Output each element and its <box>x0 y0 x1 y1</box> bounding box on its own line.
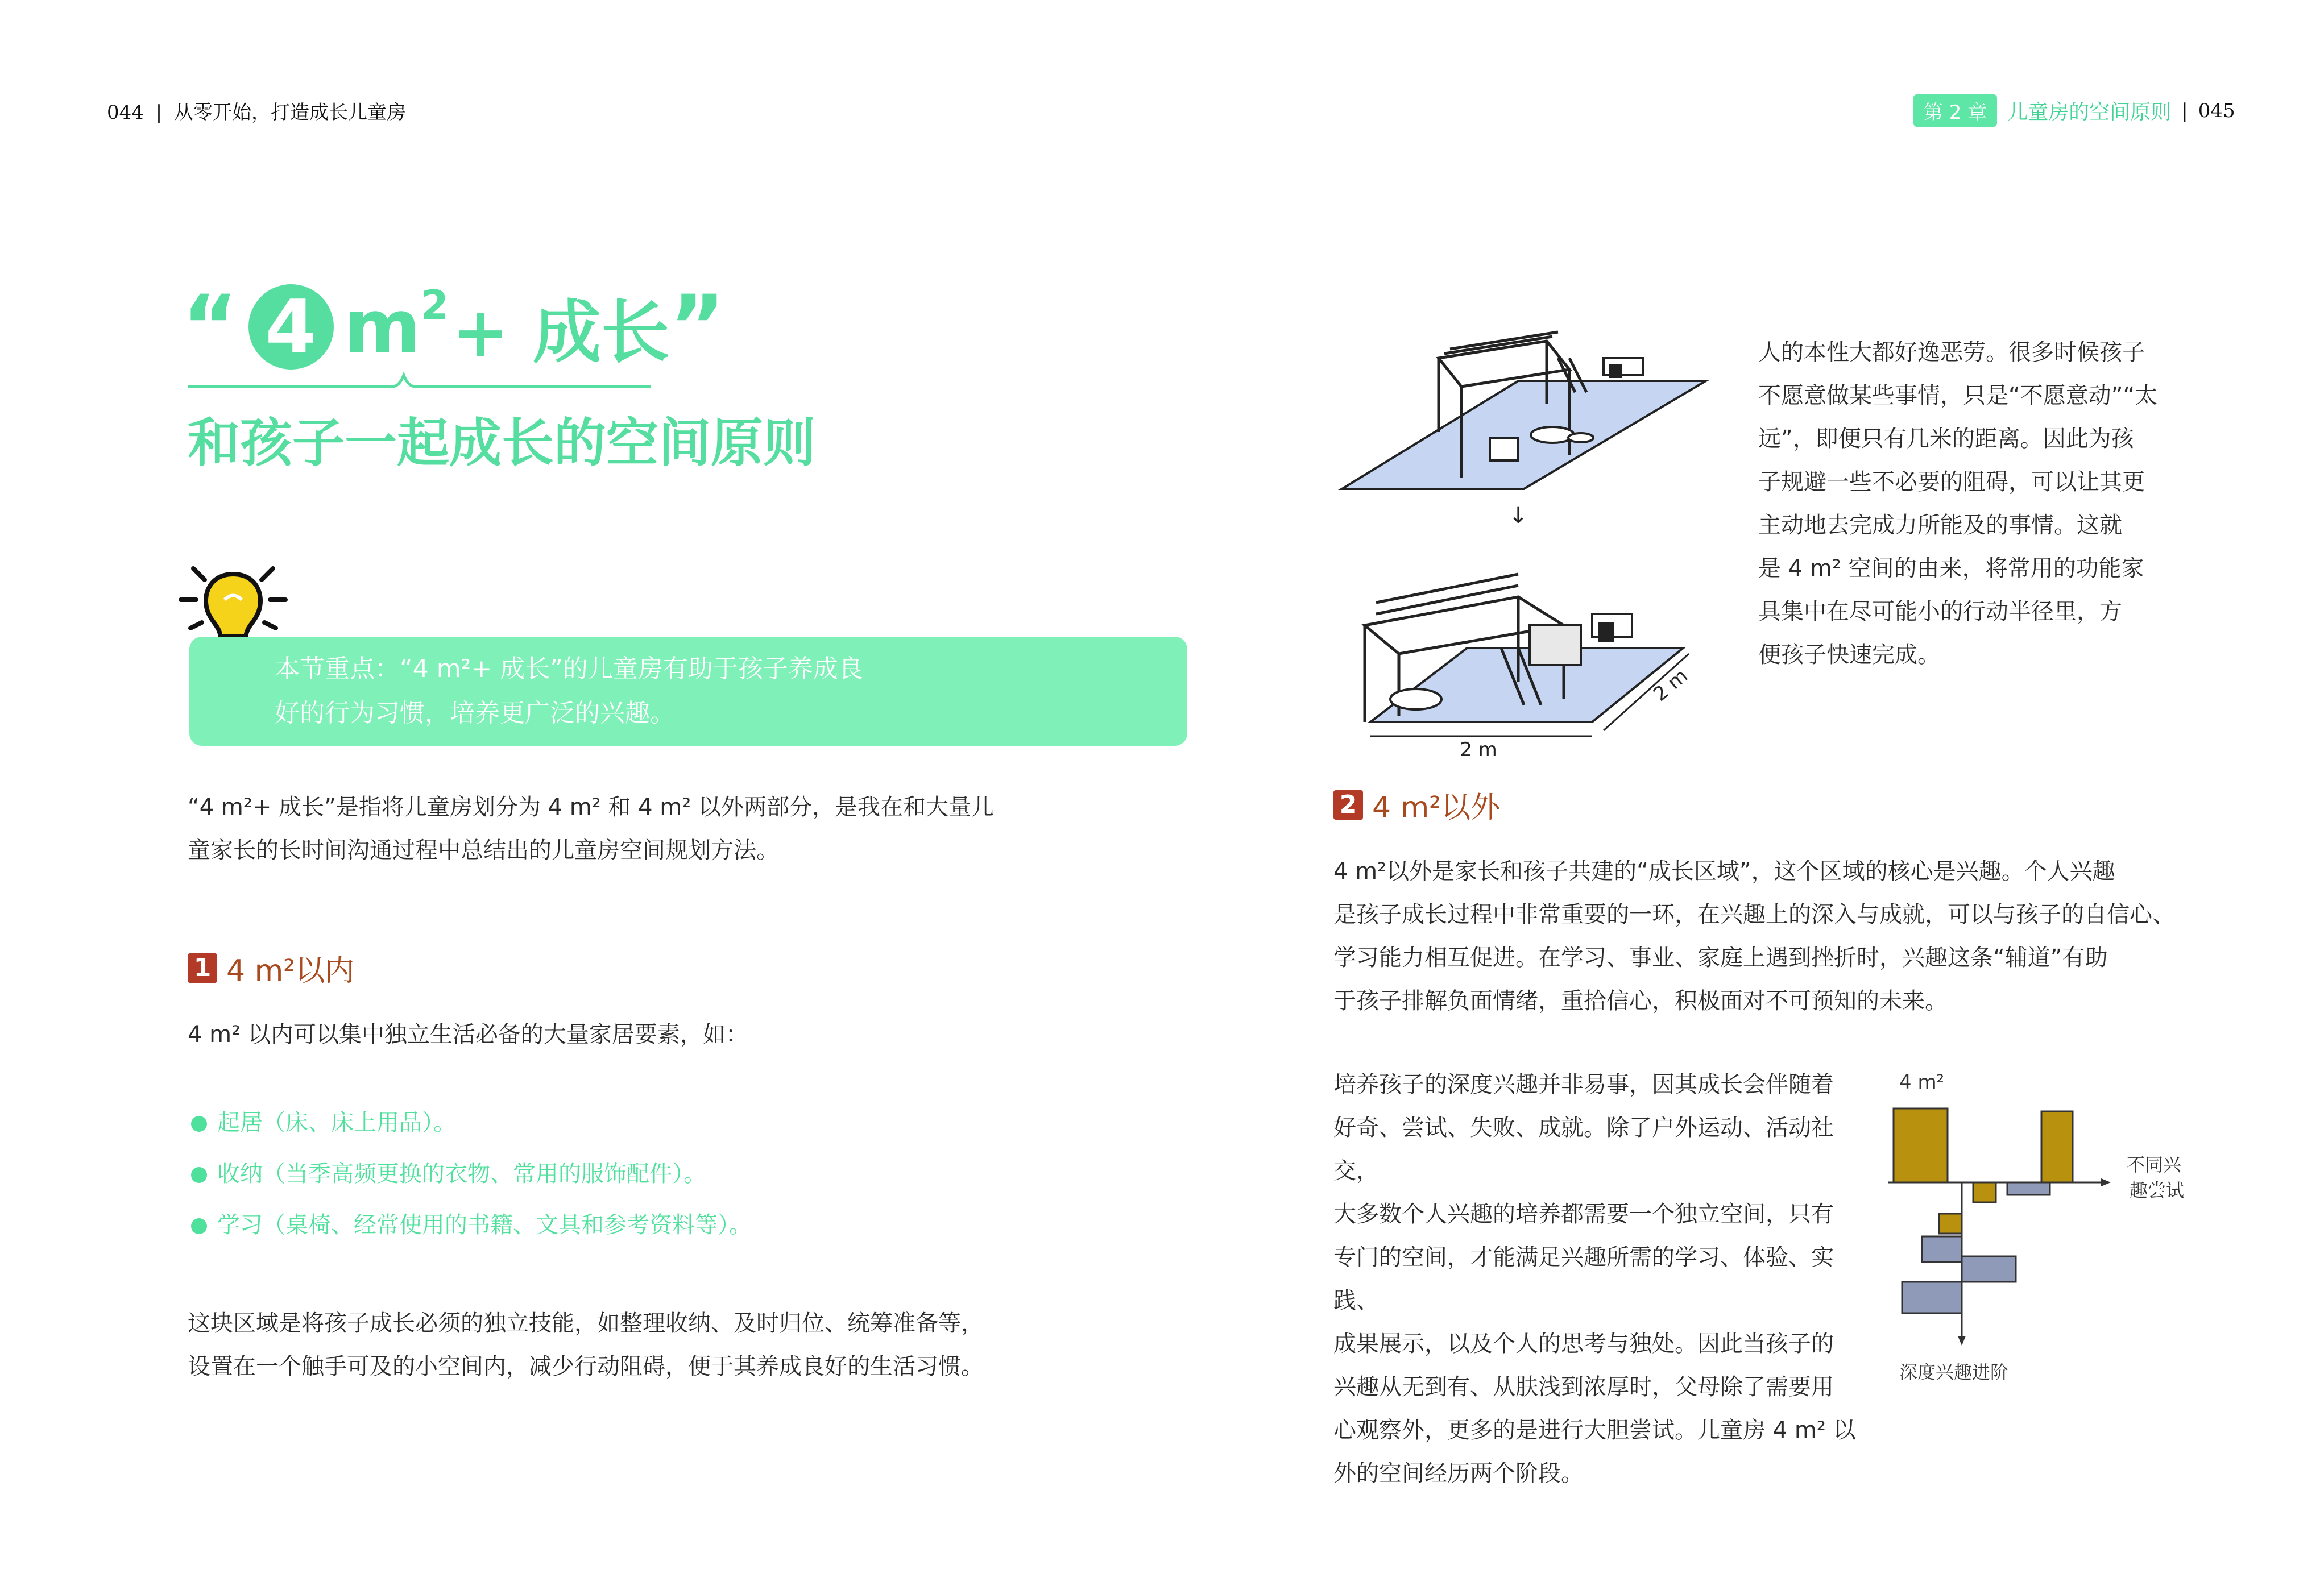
s2p2-line: 心观察外，更多的是进行大胆尝试。儿童房 4 m² 以 <box>1333 1417 1856 1443</box>
dimension-width-label: 2 m <box>1460 738 1497 761</box>
section1-heading <box>188 946 354 989</box>
rt-line: 不愿意做某些事情，只是“不愿意动”“太 <box>1758 383 2158 409</box>
slate-bar <box>1922 1236 1962 1262</box>
book-title: 从零开始，打造成长儿童房 <box>174 101 406 124</box>
chapter-title: 儿童房的空间原则 <box>2007 101 2172 124</box>
slate-bar <box>1962 1256 2016 1282</box>
s2p2-line: 专门的空间，才能满足兴趣所需的学习、体验、实践、 <box>1333 1244 1834 1314</box>
chapter-tag: 第 2 章 <box>1913 94 1997 127</box>
rt-line: 远”，即便只有几米的距离。因此为孩 <box>1758 426 2134 452</box>
keypoint-line-1: 本节重点：“4 m²+ 成长”的儿童房有助于孩子养成良 <box>275 654 863 683</box>
arrow-down-icon <box>1958 1336 1966 1346</box>
s2p1-line: 于孩子排解负面情绪，重拾信心，积极面对不可预知的未来。 <box>1333 988 1948 1014</box>
s2p2-line: 成果展示，以及个人的思考与独处。因此当孩子的 <box>1333 1331 1834 1357</box>
room-illustration <box>1331 307 1729 762</box>
section1-number: 1 <box>188 953 217 983</box>
quote-open: “ <box>182 277 238 376</box>
title-rest: + 成长 <box>451 293 670 372</box>
section1-para-line-1: 这块区域是将孩子成长必须的独立技能，如整理收纳、及时归位、统筹准备等， <box>188 1310 984 1336</box>
rt-line: 主动地去完成力所能及的事情。这就 <box>1758 512 2122 538</box>
list-item: 学习（桌椅、经常使用的书籍、文具和参考资料等）。 <box>191 1199 752 1251</box>
subtitle: 和孩子一起成长的空间原则 <box>188 413 816 474</box>
s2p2-line: 大多数个人兴趣的培养都需要一个独立空间，只有 <box>1333 1201 1834 1227</box>
diagram-bottom-label: 深度兴趣进阶 <box>1899 1361 2009 1383</box>
list-item: 收纳（当季高频更换的衣物、常用的服饰配件）。 <box>191 1148 752 1199</box>
section2-heading <box>1333 783 1500 826</box>
s2p1-line: 学习能力相互促进。在学习、事业、家庭上遇到挫折时，兴趣这条“辅道”有助 <box>1333 945 2108 971</box>
rt-line: 便孩子快速完成。 <box>1758 642 1940 668</box>
title-sup: 2 <box>421 282 449 329</box>
section2-title: 4 m²以外 <box>1372 791 1501 825</box>
section1-title: 4 m²以内 <box>226 954 355 988</box>
down-arrow-icon: ↓ <box>1509 503 1528 529</box>
s2p2-line: 外的空间经历两个阶段。 <box>1333 1460 1584 1487</box>
slate-bar <box>2007 1182 2050 1195</box>
dimension-depth-label: 2 m <box>1649 665 1693 706</box>
gold-bar <box>1973 1182 1996 1202</box>
section2-paragraph-2 <box>1333 1063 1868 1495</box>
s2p1-line: 是孩子成长过程中非常重要的一环，在兴趣上的深入与成就，可以与孩子的自信心、 <box>1333 902 2175 928</box>
intro-paragraph <box>188 786 1041 872</box>
right-header <box>1913 94 2235 127</box>
list-item: 起居（床、床上用品）。 <box>191 1097 752 1148</box>
s2p1-line: 4 m²以外是家长和孩子共建的“成长区域”，这个区域的核心是兴趣。个人兴趣 <box>1333 858 2115 885</box>
diagram-right-label-2: 趣尝试 <box>2130 1180 2185 1201</box>
bullet-dot-icon <box>191 1218 207 1234</box>
floor-plan-bottom <box>1370 648 1683 722</box>
section2-number: 2 <box>1333 790 1363 820</box>
header-separator: | <box>155 101 163 124</box>
bullet-dot-icon <box>191 1167 207 1183</box>
left-page-number: 044 <box>107 101 144 124</box>
right-top-paragraph <box>1758 331 2168 676</box>
section1-paragraph <box>188 1302 1097 1388</box>
rt-line: 是 4 m² 空间的由来，将常用的功能家 <box>1758 555 2144 582</box>
s2p2-line: 兴趣从无到有、从肤浅到浓厚时，父母除了需要用 <box>1333 1374 1834 1400</box>
diagram-top-label: 4 m² <box>1899 1071 1945 1094</box>
slate-bar <box>1902 1282 1962 1313</box>
gold-bar <box>1939 1214 1962 1234</box>
gold-bar <box>2041 1111 2073 1182</box>
section1-bullet-list <box>191 1097 752 1251</box>
rt-line: 人的本性大都好逸恶劳。很多时候孩子 <box>1758 339 2145 366</box>
section1-para-line-2: 设置在一个触手可及的小空间内，减少行动阻碍，便于其养成良好的生活习惯。 <box>188 1354 984 1380</box>
rt-line: 具集中在尽可能小的行动半径里，方 <box>1758 599 2122 625</box>
intro-line-1: “4 m²+ 成长”是指将儿童房划分为 4 m² 和 4 m² 以外两部分，是我在和大量儿 <box>188 794 995 820</box>
section1-lead: 4 m² 以内可以集中独立生活必备的大量家居要素，如： <box>188 1022 748 1048</box>
section2-paragraph-1 <box>1333 850 2198 1023</box>
rt-line: 子规避一些不必要的阻碍，可以让其更 <box>1758 469 2145 495</box>
keypoint-box <box>189 637 1187 746</box>
interest-diagram <box>1888 1069 2206 1387</box>
bullet-dot-icon <box>191 1116 207 1132</box>
left-header <box>107 97 406 124</box>
main-title <box>182 279 726 375</box>
gold-bar <box>1894 1109 1948 1182</box>
s2p2-line: 培养孩子的深度兴趣并非易事，因其成长会伴随着 <box>1333 1072 1834 1098</box>
title-underline-swoosh <box>188 370 654 398</box>
right-page-number: 045 <box>2198 99 2235 122</box>
quote-close: ” <box>669 277 726 376</box>
diagram-right-label-1: 不同兴 <box>2127 1154 2182 1176</box>
floor-plan-top <box>1342 381 1706 489</box>
title-number-circle: 4 <box>248 284 334 370</box>
arrow-right-icon <box>2101 1178 2111 1186</box>
s2p2-line: 好奇、尝试、失败、成就。除了户外运动、活动社交， <box>1333 1115 1834 1184</box>
header-separator-right: | <box>2181 99 2188 122</box>
title-unit: m <box>343 284 421 370</box>
keypoint-line-2: 好的行为习惯，培养更广泛的兴趣。 <box>275 699 675 728</box>
intro-line-2: 童家长的长时间沟通过程中总结出的儿童房空间规划方法。 <box>188 837 779 864</box>
